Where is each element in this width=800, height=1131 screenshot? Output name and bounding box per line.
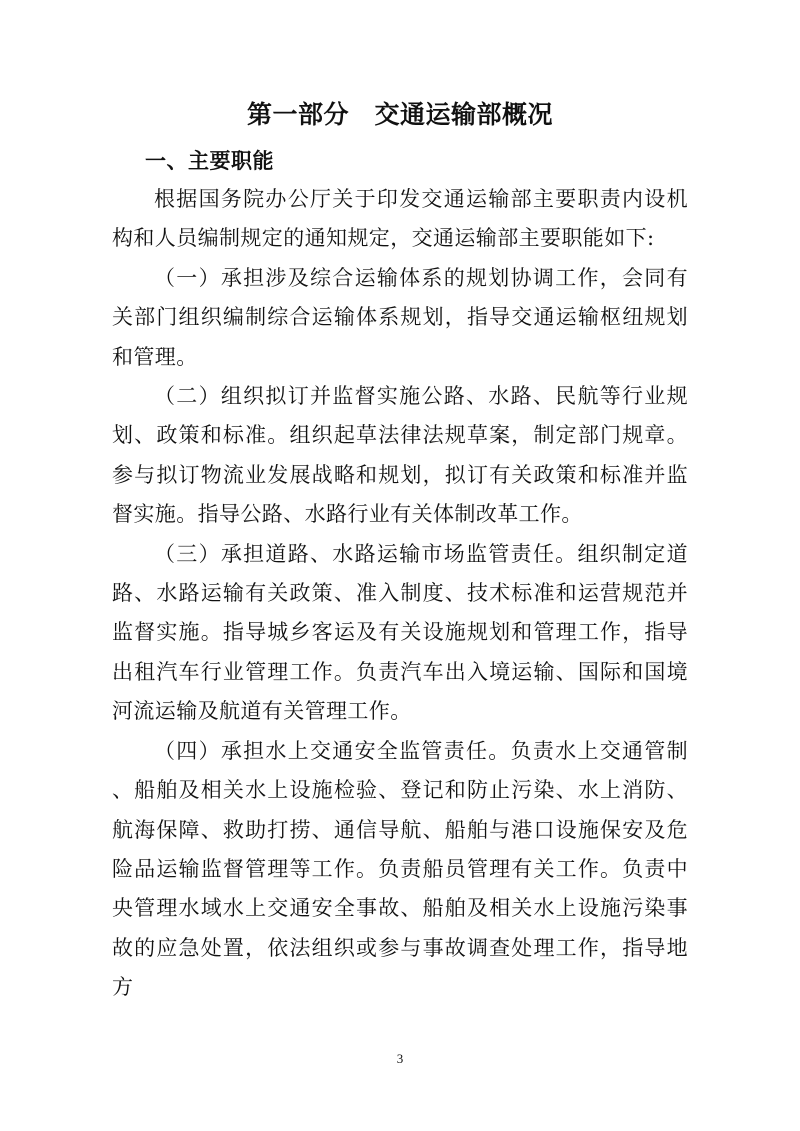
paragraph-intro: 根据国务院办公厅关于印发交通运输部主要职责内设机构和人员编制规定的通知规定，交通运输部主要职能如下: (112, 187, 688, 251)
paragraph-item-4: （四）承担水上交通安全监管责任。负责水上交通管制、船舶及相关水上设施检验、登记和防止污染、水上消防、航海保障、救助打捞、通信导航、船舶与港口设施保安及危险品运输监督管理等工作。负责船员管理有关工作。负责中央管理水域水上交通安全事故、船舶及相关水上设施污染事故的应急处置，依法组织或参与事故调查处理工作，指导地方 (112, 738, 688, 1000)
paragraph-item-1: （一）承担涉及综合运输体系的规划协调工作，会同有关部门组织编制综合运输体系规划，指导交通运输枢纽规划和管理。 (112, 265, 688, 369)
page-number: 3 (396, 1051, 404, 1066)
page-title: 第一部分 交通运输部概况 (246, 100, 553, 129)
document-body (112, 180, 688, 1008)
section-heading: 一、主要职能 (145, 149, 274, 173)
paragraph-item-2: （二）组织拟订并监督实施公路、水路、民航等行业规划、政策和标准。组织起草法律法规草案，制定部门规章。参与拟订物流业发展战略和规划，拟订有关政策和标准并监督实施。指导公路、水路行业有关体制改革工作。 (112, 384, 688, 527)
paragraph-item-3: （三）承担道路、水路运输市场监管责任。组织制定道路、水路运输有关政策、准入制度、技术标准和运营规范并监督实施。指导城乡客运及有关设施规划和管理工作，指导出租汽车行业管理工作。负责汽车出入境运输、国际和国境河流运输及航道有关管理工作。 (112, 541, 688, 724)
